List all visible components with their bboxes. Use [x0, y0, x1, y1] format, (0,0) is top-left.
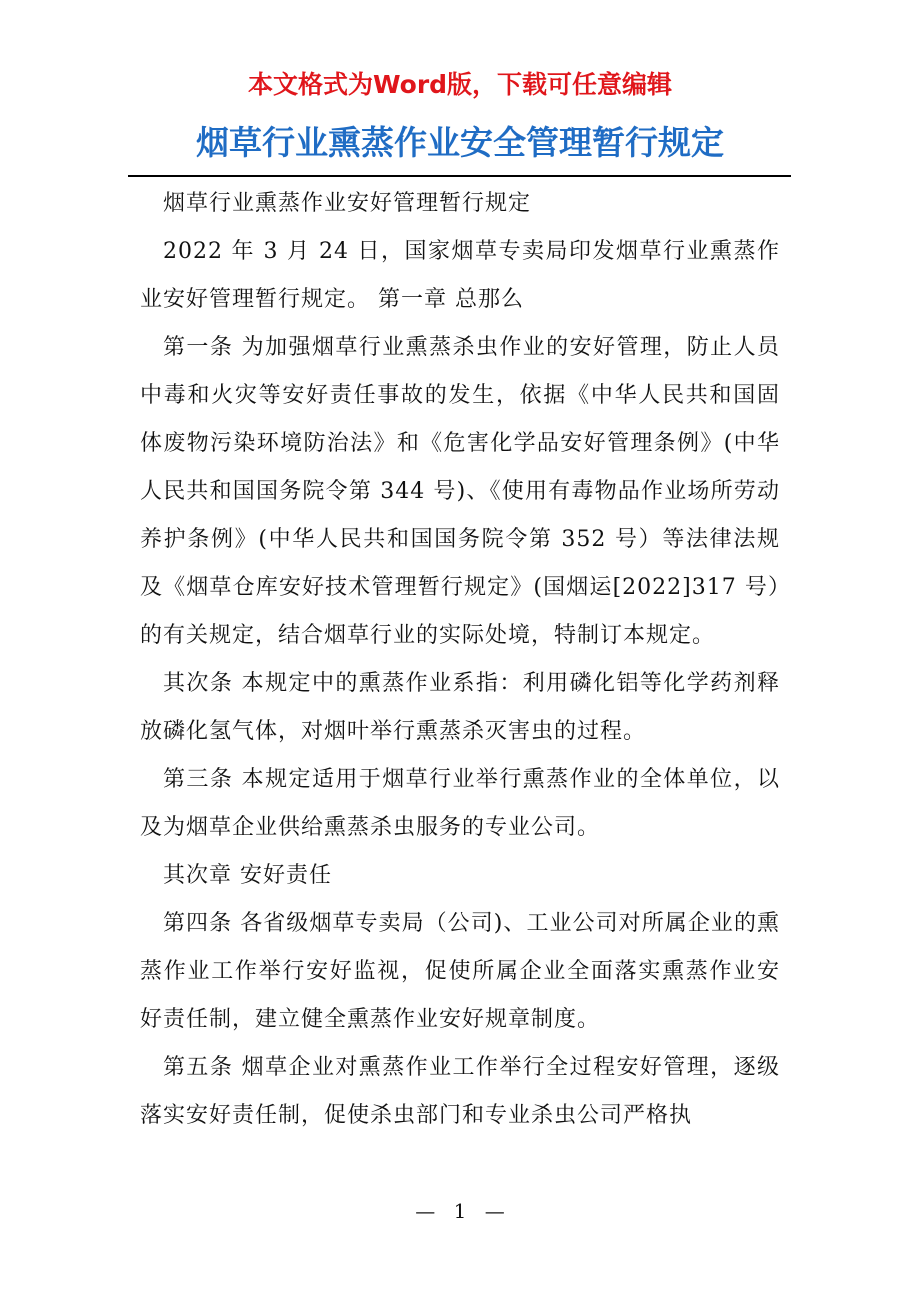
- footer-dash-right: —: [484, 1199, 505, 1223]
- paragraph-article-3: 第三条 本规定适用于烟草行业举行熏蒸作业的全体单位，以及为烟草企业供给熏蒸杀虫服务的专业公司。: [140, 767, 780, 840]
- page-footer: [0, 1196, 920, 1226]
- paragraph-article-1: 第一条 为加强烟草行业熏蒸杀虫作业的安好管理，防止人员中毒和火灾等安好责任事故的发生，依据《中华人民共和国固体废物污染环境防治法》和《危害化学品安好管理条例》(中华人民共和国国务院令第 344 号)、《使用有毒物品作业场所劳动养护条例》(中华人民共和国国务院令第 352 号）等法律法规及《烟草仓库安好技术管理暂行规定》(国烟运[2022]317 号）的有关规定，结合烟草行业的实际处境，特制订本规定。: [140, 335, 780, 648]
- paragraph-article-4: 第四条 各省级烟草专卖局（公司)、工业公司对所属企业的熏蒸作业工作举行安好监视，促使所属企业全面落实熏蒸作业安好责任制，建立健全熏蒸作业安好规章制度。: [140, 911, 781, 1032]
- document-title: 烟草行业熏蒸作业安全管理暂行规定: [196, 123, 724, 162]
- chapter-2-heading: 其次章 安好责任: [163, 863, 332, 888]
- page-number: 1: [453, 1199, 467, 1223]
- document-body: [140, 180, 780, 1140]
- download-banner: 本文格式为Word版，下载可任意编辑: [247, 70, 673, 99]
- paragraph-article-2: 其次条 本规定中的熏蒸作业系指：利用磷化铝等化学药剂释放磷化氢气体，对烟叶举行熏蒸杀灭害虫的过程。: [140, 671, 780, 744]
- paragraph-article-5: 第五条 烟草企业对熏蒸作业工作举行全过程安好管理，逐级落实安好责任制，促使杀虫部门和专业杀虫公司严格执: [140, 1055, 780, 1128]
- title-divider: [128, 175, 791, 177]
- paragraph-heading: 烟草行业熏蒸作业安好管理暂行规定: [163, 191, 532, 216]
- footer-dash-left: —: [415, 1199, 436, 1223]
- paragraph-intro: 2022 年 3 月 24 日，国家烟草专卖局印发烟草行业熏蒸作业安好管理暂行规定。 第一章 总那么: [140, 239, 780, 312]
